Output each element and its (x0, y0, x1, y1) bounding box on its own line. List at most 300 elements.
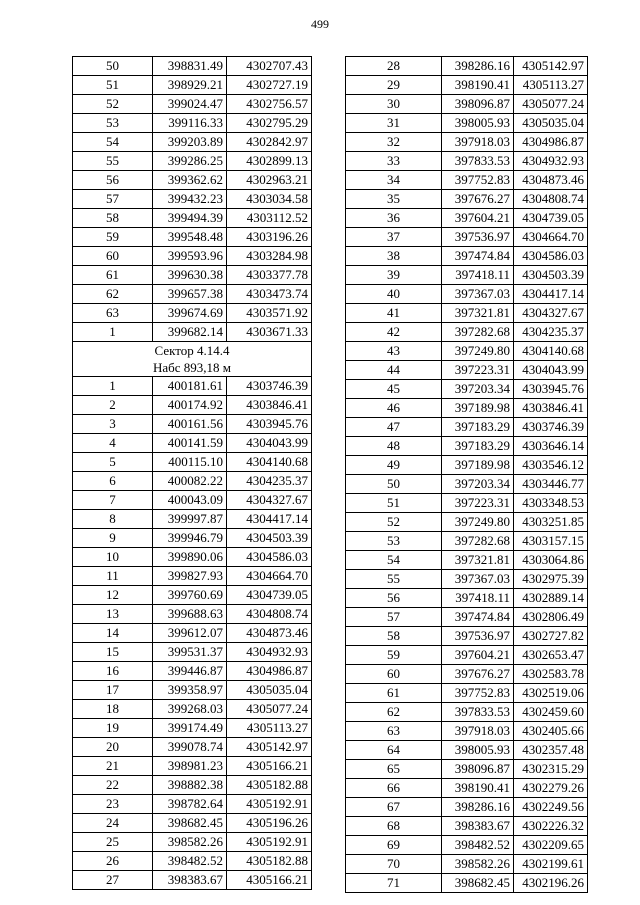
table-row (346, 323, 588, 342)
y-coordinate: 4304417.14 (514, 285, 588, 304)
table-row (73, 209, 312, 228)
table-row (73, 757, 312, 776)
point-number: 61 (73, 266, 153, 285)
x-coordinate: 397536.97 (442, 228, 514, 247)
x-coordinate: 397249.80 (442, 513, 514, 532)
y-coordinate: 4305035.04 (514, 114, 588, 133)
x-coordinate: 397321.81 (442, 551, 514, 570)
table-row (73, 247, 312, 266)
table-row (346, 304, 588, 323)
y-coordinate: 4305166.21 (227, 871, 312, 890)
x-coordinate: 398190.41 (442, 76, 514, 95)
y-coordinate: 4302963.21 (227, 171, 312, 190)
y-coordinate: 4304327.67 (514, 304, 588, 323)
point-number: 30 (346, 95, 442, 114)
y-coordinate: 4302975.39 (514, 570, 588, 589)
left-coordinates-table (72, 56, 312, 890)
y-coordinate: 4305182.88 (227, 776, 312, 795)
y-coordinate: 4303196.26 (227, 228, 312, 247)
x-coordinate: 397676.27 (442, 190, 514, 209)
y-coordinate: 4305113.27 (227, 719, 312, 738)
table-row (346, 817, 588, 836)
y-coordinate: 4303157.15 (514, 532, 588, 551)
point-number: 34 (346, 171, 442, 190)
y-coordinate: 4303846.41 (514, 399, 588, 418)
right-coordinates-table (345, 56, 588, 893)
table-row (73, 852, 312, 871)
table-row (346, 342, 588, 361)
point-number: 64 (346, 741, 442, 760)
x-coordinate: 400082.22 (153, 472, 227, 491)
point-number: 57 (346, 608, 442, 627)
point-number: 25 (73, 833, 153, 852)
y-coordinate: 4302727.82 (514, 627, 588, 646)
table-row (346, 532, 588, 551)
point-number: 56 (73, 171, 153, 190)
point-number: 47 (346, 418, 442, 437)
y-coordinate: 4303284.98 (227, 247, 312, 266)
point-number: 63 (346, 722, 442, 741)
point-number: 53 (73, 114, 153, 133)
point-number: 55 (73, 152, 153, 171)
point-number: 36 (346, 209, 442, 228)
x-coordinate: 399593.96 (153, 247, 227, 266)
point-number: 17 (73, 681, 153, 700)
y-coordinate: 4305077.24 (227, 700, 312, 719)
point-number: 2 (73, 396, 153, 415)
point-number: 18 (73, 700, 153, 719)
point-number: 32 (346, 133, 442, 152)
table-row (346, 228, 588, 247)
y-coordinate: 4304043.99 (514, 361, 588, 380)
point-number: 62 (346, 703, 442, 722)
point-number: 43 (346, 342, 442, 361)
point-number: 51 (73, 76, 153, 95)
y-coordinate: 4304235.37 (514, 323, 588, 342)
y-coordinate: 4304664.70 (514, 228, 588, 247)
point-number: 44 (346, 361, 442, 380)
table-row (346, 285, 588, 304)
table-row (346, 361, 588, 380)
table-row (73, 700, 312, 719)
x-coordinate: 400043.09 (153, 491, 227, 510)
y-coordinate: 4302707.43 (227, 57, 312, 76)
x-coordinate: 399446.87 (153, 662, 227, 681)
table-row (73, 510, 312, 529)
y-coordinate: 4305196.26 (227, 814, 312, 833)
section-header-row (73, 342, 312, 377)
table-row (73, 396, 312, 415)
point-number: 22 (73, 776, 153, 795)
y-coordinate: 4303251.85 (514, 513, 588, 532)
y-coordinate: 4304417.14 (227, 510, 312, 529)
y-coordinate: 4302196.26 (514, 874, 588, 893)
table-row (346, 399, 588, 418)
x-coordinate: 397918.03 (442, 722, 514, 741)
point-number: 23 (73, 795, 153, 814)
y-coordinate: 4302842.97 (227, 133, 312, 152)
y-coordinate: 4304932.93 (514, 152, 588, 171)
y-coordinate: 4303571.92 (227, 304, 312, 323)
y-coordinate: 4304664.70 (227, 567, 312, 586)
y-coordinate: 4302209.65 (514, 836, 588, 855)
point-number: 39 (346, 266, 442, 285)
table-row (346, 247, 588, 266)
y-coordinate: 4305182.88 (227, 852, 312, 871)
y-coordinate: 4303945.76 (514, 380, 588, 399)
table-row (346, 133, 588, 152)
y-coordinate: 4302357.48 (514, 741, 588, 760)
point-number: 40 (346, 285, 442, 304)
x-coordinate: 397604.21 (442, 646, 514, 665)
point-number: 58 (73, 209, 153, 228)
x-coordinate: 397321.81 (442, 304, 514, 323)
table-row (73, 114, 312, 133)
x-coordinate: 398682.45 (442, 874, 514, 893)
y-coordinate: 4305077.24 (514, 95, 588, 114)
x-coordinate: 398005.93 (442, 741, 514, 760)
point-number: 42 (346, 323, 442, 342)
table-row (73, 152, 312, 171)
point-number: 59 (346, 646, 442, 665)
table-row (73, 453, 312, 472)
y-coordinate: 4304808.74 (227, 605, 312, 624)
y-coordinate: 4302899.13 (227, 152, 312, 171)
point-number: 57 (73, 190, 153, 209)
point-number: 52 (346, 513, 442, 532)
x-coordinate: 399362.62 (153, 171, 227, 190)
x-coordinate: 399760.69 (153, 586, 227, 605)
point-number: 27 (73, 871, 153, 890)
x-coordinate: 398286.16 (442, 57, 514, 76)
table-row (346, 779, 588, 798)
x-coordinate: 397474.84 (442, 608, 514, 627)
point-number: 10 (73, 548, 153, 567)
point-number: 49 (346, 456, 442, 475)
x-coordinate: 399997.87 (153, 510, 227, 529)
table-row (73, 776, 312, 795)
x-coordinate: 400141.59 (153, 434, 227, 453)
table-row (346, 836, 588, 855)
table-row (73, 377, 312, 396)
point-number: 1 (73, 323, 153, 342)
x-coordinate: 399203.89 (153, 133, 227, 152)
table-row (346, 475, 588, 494)
x-coordinate: 398981.23 (153, 757, 227, 776)
table-row (346, 456, 588, 475)
y-coordinate: 4303112.52 (227, 209, 312, 228)
x-coordinate: 399548.48 (153, 228, 227, 247)
point-number: 67 (346, 798, 442, 817)
point-number: 9 (73, 529, 153, 548)
table-row (73, 662, 312, 681)
table-row (346, 608, 588, 627)
x-coordinate: 400174.92 (153, 396, 227, 415)
y-coordinate: 4302806.49 (514, 608, 588, 627)
table-row (73, 871, 312, 890)
x-coordinate: 397189.98 (442, 456, 514, 475)
point-number: 54 (73, 133, 153, 152)
table-row (73, 228, 312, 247)
x-coordinate: 397282.68 (442, 323, 514, 342)
table-row (73, 719, 312, 738)
table-row (346, 114, 588, 133)
table-row (73, 304, 312, 323)
table-row (346, 57, 588, 76)
point-number: 50 (73, 57, 153, 76)
table-row (346, 589, 588, 608)
y-coordinate: 4302226.32 (514, 817, 588, 836)
x-coordinate: 399630.38 (153, 266, 227, 285)
table-row (73, 586, 312, 605)
y-coordinate: 4304043.99 (227, 434, 312, 453)
point-number: 28 (346, 57, 442, 76)
y-coordinate: 4304739.05 (227, 586, 312, 605)
x-coordinate: 399531.37 (153, 643, 227, 662)
y-coordinate: 4303348.53 (514, 494, 588, 513)
point-number: 69 (346, 836, 442, 855)
y-coordinate: 4302889.14 (514, 589, 588, 608)
table-row (73, 814, 312, 833)
y-coordinate: 4302795.29 (227, 114, 312, 133)
y-coordinate: 4304932.93 (227, 643, 312, 662)
y-coordinate: 4302315.29 (514, 760, 588, 779)
sector-title: Сектор 4.14.4 (154, 343, 230, 358)
point-number: 71 (346, 874, 442, 893)
y-coordinate: 4302756.57 (227, 95, 312, 114)
point-number: 65 (346, 760, 442, 779)
point-number: 11 (73, 567, 153, 586)
table-row (73, 323, 312, 342)
x-coordinate: 399657.38 (153, 285, 227, 304)
point-number: 13 (73, 605, 153, 624)
point-number: 7 (73, 491, 153, 510)
table-row (73, 624, 312, 643)
x-coordinate: 399827.93 (153, 567, 227, 586)
point-number: 70 (346, 855, 442, 874)
point-number: 45 (346, 380, 442, 399)
y-coordinate: 4305142.97 (227, 738, 312, 757)
point-number: 8 (73, 510, 153, 529)
table-row (346, 171, 588, 190)
x-coordinate: 397183.29 (442, 437, 514, 456)
y-coordinate: 4303064.86 (514, 551, 588, 570)
y-coordinate: 4303945.76 (227, 415, 312, 434)
sector-length: Набс 893,18 м (152, 360, 232, 375)
y-coordinate: 4304739.05 (514, 209, 588, 228)
x-coordinate: 398682.45 (153, 814, 227, 833)
x-coordinate: 399688.63 (153, 605, 227, 624)
y-coordinate: 4304140.68 (227, 453, 312, 472)
point-number: 1 (73, 377, 153, 396)
y-coordinate: 4305113.27 (514, 76, 588, 95)
table-row (346, 437, 588, 456)
table-row (73, 795, 312, 814)
point-number: 12 (73, 586, 153, 605)
y-coordinate: 4302249.56 (514, 798, 588, 817)
y-coordinate: 4305192.91 (227, 833, 312, 852)
x-coordinate: 399116.33 (153, 114, 227, 133)
y-coordinate: 4304586.03 (227, 548, 312, 567)
x-coordinate: 399286.25 (153, 152, 227, 171)
table-row (346, 684, 588, 703)
table-row (346, 380, 588, 399)
y-coordinate: 4302405.66 (514, 722, 588, 741)
point-number: 62 (73, 285, 153, 304)
x-coordinate: 397418.11 (442, 589, 514, 608)
table-row (346, 209, 588, 228)
point-number: 63 (73, 304, 153, 323)
y-coordinate: 4304503.39 (514, 266, 588, 285)
x-coordinate: 399494.39 (153, 209, 227, 228)
x-coordinate: 398831.49 (153, 57, 227, 76)
table-row (346, 741, 588, 760)
table-row (73, 171, 312, 190)
table-row (73, 415, 312, 434)
table-row (346, 665, 588, 684)
y-coordinate: 4305035.04 (227, 681, 312, 700)
table-row (346, 266, 588, 285)
point-number: 35 (346, 190, 442, 209)
y-coordinate: 4304503.39 (227, 529, 312, 548)
y-coordinate: 4303671.33 (227, 323, 312, 342)
point-number: 21 (73, 757, 153, 776)
y-coordinate: 4304235.37 (227, 472, 312, 491)
y-coordinate: 4302279.26 (514, 779, 588, 798)
y-coordinate: 4304140.68 (514, 342, 588, 361)
x-coordinate: 399174.49 (153, 719, 227, 738)
table-row (346, 627, 588, 646)
x-coordinate: 398005.93 (442, 114, 514, 133)
x-coordinate: 400161.56 (153, 415, 227, 434)
point-number: 6 (73, 472, 153, 491)
x-coordinate: 398096.87 (442, 95, 514, 114)
x-coordinate: 399682.14 (153, 323, 227, 342)
x-coordinate: 397676.27 (442, 665, 514, 684)
x-coordinate: 399674.69 (153, 304, 227, 323)
y-coordinate: 4302459.60 (514, 703, 588, 722)
y-coordinate: 4303846.41 (227, 396, 312, 415)
table-row (346, 646, 588, 665)
table-row (73, 643, 312, 662)
table-row (73, 833, 312, 852)
table-row (73, 266, 312, 285)
table-row (73, 605, 312, 624)
y-coordinate: 4302727.19 (227, 76, 312, 95)
x-coordinate: 400181.61 (153, 377, 227, 396)
x-coordinate: 399612.07 (153, 624, 227, 643)
table-row (73, 738, 312, 757)
y-coordinate: 4304986.87 (227, 662, 312, 681)
point-number: 68 (346, 817, 442, 836)
table-row (346, 703, 588, 722)
x-coordinate: 397367.03 (442, 570, 514, 589)
table-row (346, 494, 588, 513)
y-coordinate: 4305142.97 (514, 57, 588, 76)
y-coordinate: 4304586.03 (514, 247, 588, 266)
x-coordinate: 398286.16 (442, 798, 514, 817)
point-number: 4 (73, 434, 153, 453)
point-number: 53 (346, 532, 442, 551)
table-row (73, 76, 312, 95)
x-coordinate: 397536.97 (442, 627, 514, 646)
table-row (73, 529, 312, 548)
y-coordinate: 4303473.74 (227, 285, 312, 304)
y-coordinate: 4303446.77 (514, 475, 588, 494)
table-row (73, 57, 312, 76)
point-number: 61 (346, 684, 442, 703)
y-coordinate: 4303746.39 (227, 377, 312, 396)
point-number: 52 (73, 95, 153, 114)
point-number: 24 (73, 814, 153, 833)
x-coordinate: 397604.21 (442, 209, 514, 228)
x-coordinate: 398882.38 (153, 776, 227, 795)
x-coordinate: 397189.98 (442, 399, 514, 418)
y-coordinate: 4304986.87 (514, 133, 588, 152)
page-number: 499 (311, 17, 329, 31)
table-row (346, 855, 588, 874)
table-row (73, 285, 312, 304)
x-coordinate: 397367.03 (442, 285, 514, 304)
point-number: 14 (73, 624, 153, 643)
table-row (346, 152, 588, 171)
y-coordinate: 4305192.91 (227, 795, 312, 814)
table-row (346, 798, 588, 817)
table-row (73, 567, 312, 586)
x-coordinate: 397203.34 (442, 380, 514, 399)
y-coordinate: 4304808.74 (514, 190, 588, 209)
y-coordinate: 4303377.78 (227, 266, 312, 285)
point-number: 51 (346, 494, 442, 513)
point-number: 48 (346, 437, 442, 456)
y-coordinate: 4303646.14 (514, 437, 588, 456)
table-row (346, 551, 588, 570)
table-row (73, 95, 312, 114)
point-number: 41 (346, 304, 442, 323)
point-number: 50 (346, 475, 442, 494)
y-coordinate: 4304327.67 (227, 491, 312, 510)
y-coordinate: 4305166.21 (227, 757, 312, 776)
x-coordinate: 399358.97 (153, 681, 227, 700)
x-coordinate: 397203.34 (442, 475, 514, 494)
point-number: 26 (73, 852, 153, 871)
x-coordinate: 397833.53 (442, 152, 514, 171)
table-row (73, 548, 312, 567)
table-row (346, 418, 588, 437)
point-number: 59 (73, 228, 153, 247)
x-coordinate: 397474.84 (442, 247, 514, 266)
x-coordinate: 397223.31 (442, 494, 514, 513)
y-coordinate: 4302199.61 (514, 855, 588, 874)
y-coordinate: 4302519.06 (514, 684, 588, 703)
table-row (73, 133, 312, 152)
x-coordinate: 398482.52 (442, 836, 514, 855)
point-number: 55 (346, 570, 442, 589)
point-number: 54 (346, 551, 442, 570)
y-coordinate: 4302653.47 (514, 646, 588, 665)
x-coordinate: 399268.03 (153, 700, 227, 719)
x-coordinate: 397918.03 (442, 133, 514, 152)
x-coordinate: 399432.23 (153, 190, 227, 209)
table-row (346, 570, 588, 589)
point-number: 33 (346, 152, 442, 171)
y-coordinate: 4303746.39 (514, 418, 588, 437)
x-coordinate: 399890.06 (153, 548, 227, 567)
point-number: 56 (346, 589, 442, 608)
point-number: 60 (73, 247, 153, 266)
table-row (346, 760, 588, 779)
x-coordinate: 399024.47 (153, 95, 227, 114)
